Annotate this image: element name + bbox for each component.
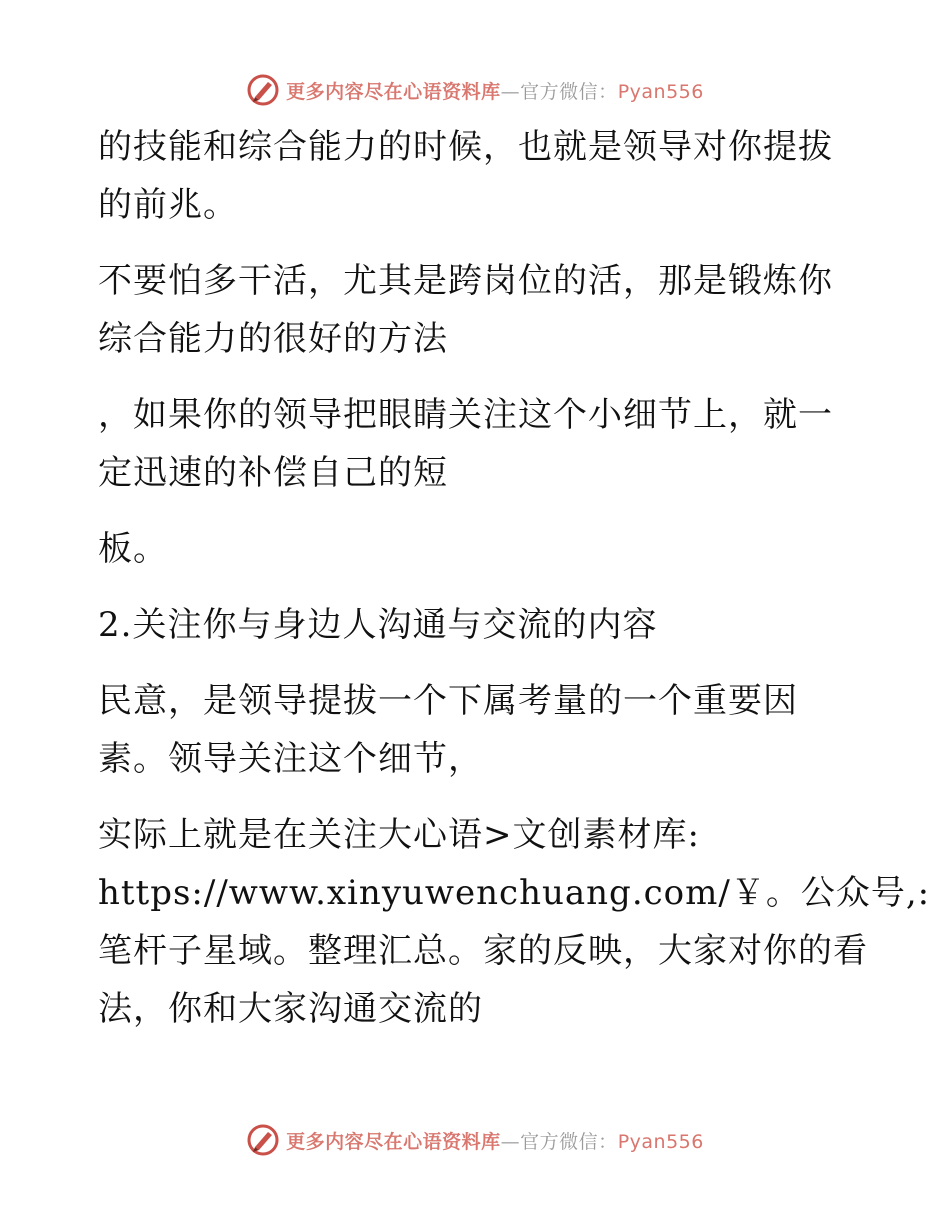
text-line: 不要怕多干活，尤其是跨岗位的活，那是锻炼你 (98, 261, 833, 301)
watermark-sub: 官方微信： (520, 1130, 618, 1153)
text-line: 实际上就是在关注大心语>文创素材库: (98, 815, 700, 855)
watermark-dash: — (500, 80, 521, 103)
text-line: 综合能力的很好的方法 (98, 319, 448, 359)
watermark-sub: 官方微信： (520, 80, 618, 103)
paragraph-3 (98, 386, 858, 502)
document-body (98, 118, 931, 1056)
pen-logo-icon (246, 1123, 280, 1157)
watermark-main: 更多内容尽在心语资料库 (286, 80, 501, 103)
text-line: 素。领导关注这个细节， (98, 739, 483, 779)
watermark-id: Pyan556 (617, 80, 704, 103)
header-watermark (0, 70, 950, 110)
watermark-text (286, 1127, 704, 1154)
watermark-main: 更多内容尽在心语资料库 (286, 1130, 501, 1153)
watermark-group (246, 73, 704, 107)
watermark-id: Pyan556 (617, 1130, 704, 1153)
text-line: 笔杆子星域。整理汇总。家的反映，大家对你的看 (98, 931, 868, 971)
footer-watermark (0, 1120, 950, 1160)
text-line: 法，你和大家沟通交流的 (98, 989, 483, 1029)
text-line: 的技能和综合能力的时候，也就是领导对你提拔 (98, 127, 833, 167)
text-line: 定迅速的补偿自己的短 (98, 453, 448, 493)
text-line: 的前兆。 (98, 185, 238, 225)
paragraph-4 (98, 520, 858, 578)
text-line: 2.关注你与身边人沟通与交流的内容 (98, 605, 658, 645)
text-line: ，如果你的领导把眼睛关注这个小细节上，就一 (98, 395, 833, 435)
text-line: https://www.xinyuwenchuang.com/￥。公众号,: (98, 873, 931, 913)
paragraph-2 (98, 252, 858, 368)
paragraph-1 (98, 118, 858, 234)
watermark-text (286, 77, 704, 104)
watermark-group (246, 1123, 704, 1157)
section-heading (98, 596, 858, 654)
watermark-dash: — (500, 1130, 521, 1153)
paragraph-7 (98, 806, 931, 1038)
paragraph-6 (98, 672, 858, 788)
pen-logo-icon (246, 73, 280, 107)
text-line: 板。 (98, 529, 168, 569)
text-line: 民意，是领导提拔一个下属考量的一个重要因 (98, 681, 798, 721)
